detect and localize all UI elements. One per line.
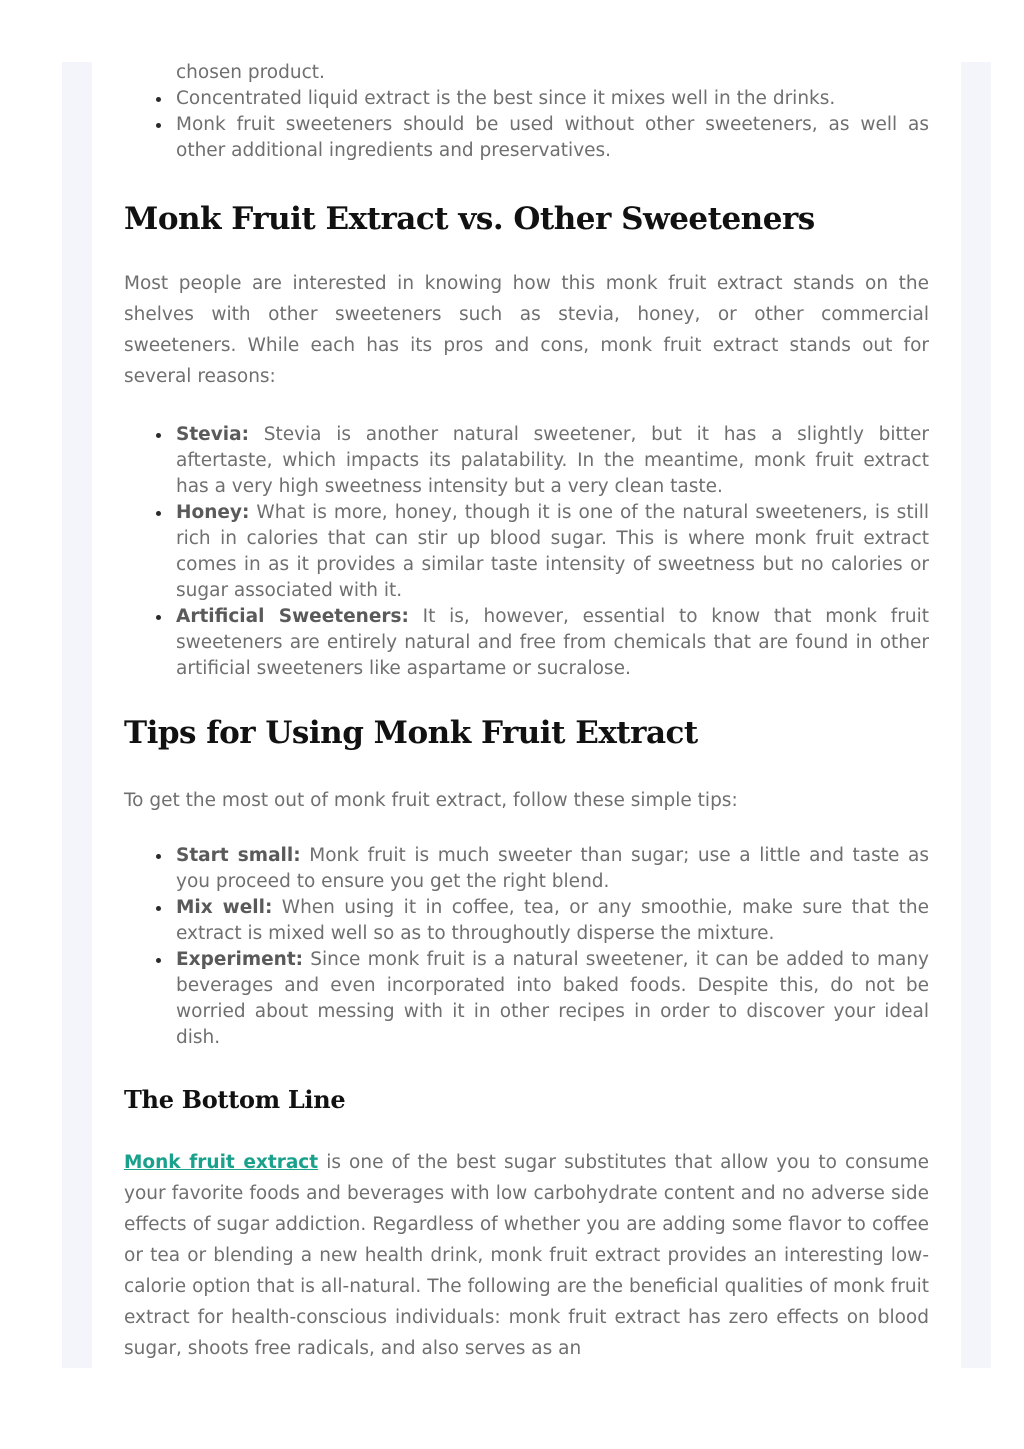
list-item <box>176 422 929 500</box>
section-heading-vs: Monk Fruit Extract vs. Other Sweeteners <box>124 201 815 237</box>
list-item-text: When using it in coffee, tea, or any smoothie, make sure that the extract is mixed well so as to throughoutly disperse the mixture. <box>176 897 929 944</box>
list-item-term: Mix well: <box>176 897 273 918</box>
list-item <box>176 947 929 1051</box>
tips-list <box>124 843 929 1051</box>
bottom-line-paragraph <box>124 1147 929 1364</box>
list-item-term: Start small: <box>176 845 301 866</box>
list-item: chosen product. <box>176 62 325 83</box>
list-item-text: Stevia is another natural sweetener, but it has a slightly bitter aftertaste, which impacts its palatability. In the meantime, monk fruit extract has a very high sweetness intensity but a very clean taste. <box>176 424 929 497</box>
right-margin-band <box>961 62 991 1368</box>
bottom-line-text: is one of the best sugar substitutes that allow you to consume your favorite foods and beverages with low carbohydrate content and no adverse side effects of sugar addiction. Regardless of whether you are adding some flavor to coffee or tea or blending a new health drink, monk fruit extract provides an interesting low-calorie option that is all-natural. The following are the beneficial qualities of monk fruit extract for health-conscious individuals: monk fruit extract has zero effects on blood sugar, shoots free radicals, and also serves as an <box>124 1152 929 1359</box>
list-item: Concentrated liquid extract is the best since it mixes well in the drinks. <box>176 86 929 112</box>
list-item-text: Since monk fruit is a natural sweetener, it can be added to many beverages and even incorporated into baked foods. Despite this, do not be worried about messing with it in other recipes in order to discover your ideal dish. <box>176 949 929 1048</box>
section-vs-intro: Most people are interested in knowing how this monk fruit extract stands on the shelves with other sweeteners such as stevia, honey, or other commercial sweeteners. While each has its pros and cons, monk fruit extract stands out for several reasons: <box>124 273 929 387</box>
section-tips-intro: To get the most out of monk fruit extract, follow these simple tips: <box>124 790 738 811</box>
list-item <box>176 604 929 682</box>
list-item-text: Monk fruit is much sweeter than sugar; use a little and taste as you proceed to ensure you get the right blend. <box>176 845 929 892</box>
list-item-term: Honey: <box>176 502 250 523</box>
monk-fruit-extract-link[interactable]: Monk fruit extract <box>124 1152 319 1173</box>
list-item <box>176 895 929 947</box>
list-item-term: Experiment: <box>176 949 304 970</box>
left-margin-band <box>62 62 92 1368</box>
section-heading-tips: Tips for Using Monk Fruit Extract <box>124 715 698 751</box>
list-item-text: It is, however, essential to know that monk fruit sweeteners are entirely natural and free from chemicals that are found in other artificial sweeteners like aspartame or sucralose. <box>176 606 929 679</box>
list-item-term: Artificial Sweeteners: <box>176 606 409 627</box>
article-content <box>124 60 929 1364</box>
list-item: Monk fruit sweeteners should be used without other sweeteners, as well as other additional ingredients and preservatives. <box>176 112 929 164</box>
sweetener-comparison-list <box>124 422 929 682</box>
continued-list <box>124 60 929 164</box>
list-item-term: Stevia: <box>176 424 249 445</box>
list-item <box>176 500 929 604</box>
list-item-text: What is more, honey, though it is one of the natural sweeteners, is still rich in calories that can stir up blood sugar. This is where monk fruit extract comes in as it provides a similar taste intensity of sweetness but no calories or sugar associated with it. <box>176 502 929 601</box>
list-item <box>176 843 929 895</box>
section-heading-bottom-line: The Bottom Line <box>124 1085 346 1114</box>
